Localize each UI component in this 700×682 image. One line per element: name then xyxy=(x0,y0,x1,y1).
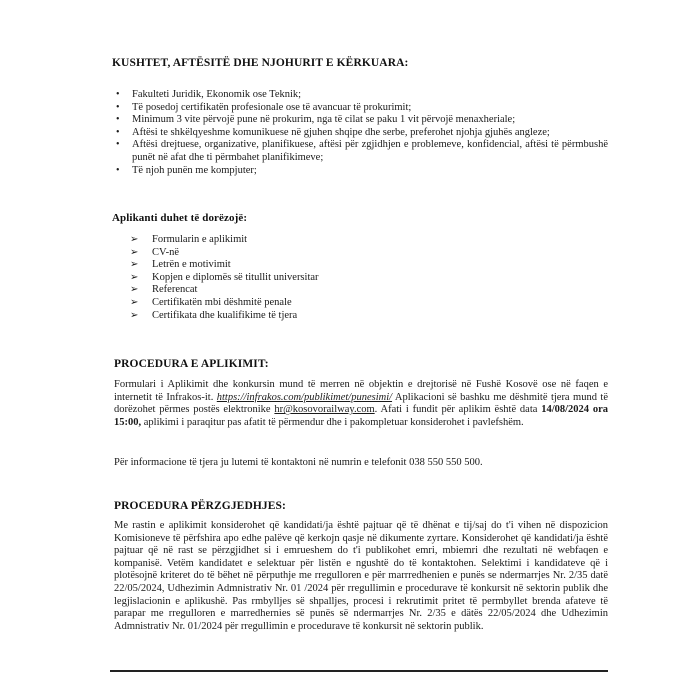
requirements-list xyxy=(112,89,608,177)
application-heading: PROCEDURA E APLIKIMIT: xyxy=(114,358,269,370)
contact-paragraph: Për informacione të tjera ju lutemi të kontaktoni në numrin e telefonit 038 550 550 500. xyxy=(114,457,483,468)
documents-heading: Aplikanti duhet të dorëzojë: xyxy=(112,212,248,224)
arrow-bullet-icon: ➢ xyxy=(130,296,139,308)
selection-paragraph: Me rastin e aplikimit konsiderohet që kandidati/ja është pajtuar që të dhënat e tij/saj do t'i vihen në dispozicion Komisioneve të përfshira apo edhe palëve që kerkojn qasje në dikumente zyrtare. Konsiderohet që kandidati/ja është pajtuar që në rast se përzgjidhet si i emrueshem do t'i publikohet emri, mbiemri dhe rezultati në webfaqen e kompanisë. Vetëm kandidatet e selektuar për listën e ngushtë do të kontaktohen. Selektimi i kandidateve që i plotësojnë kriteret do të bëhet në përputhje me rregulloren e për marrredhenien e punës se ndermarrjes Nr. 2/35 datë 22/05/2024, Udhezimin Admnistrativ Nr. 01 /2024 për rregullimin e procedurave të konkursit në sektorin publik dhe legjislacionin e aplikushë. Pas rmbylljes së shpalljes, procesi i rekrutimit pritet të permbyllet brenda afateve të parapar me rregulloren e marredhernies së punës së ndermarrjes Nr. 2/35 e dätës 22/05/2024 dhe Udhezimin Admnistrativ Nr. 01/2024 për rregullimin e procedurave të konkursit në sektorin publik. xyxy=(114,520,608,632)
list-item: • Aftësi drejtuese, organizative, planifikuese, aftësi për zgjidhjen e problemeve, konfidencial, aftësi të përmbushë punët në afat dhe ti përmbahet planifikimeve; xyxy=(112,139,608,164)
list-item: ➢ CV-në xyxy=(130,246,180,258)
list-item: ➢ Referencat xyxy=(130,284,198,296)
list-item: ➢ Kopjen e diplomës së titullit universitar xyxy=(130,271,319,283)
arrow-bullet-icon: ➢ xyxy=(130,246,139,258)
arrow-bullet-icon: ➢ xyxy=(130,259,139,271)
footer-divider xyxy=(110,670,608,672)
arrow-bullet-icon: ➢ xyxy=(130,284,139,296)
arrow-bullet-icon: ➢ xyxy=(130,234,139,245)
careers-link[interactable]: https://infrakos.com/publikimet/punesimi/ xyxy=(216,391,393,403)
list-item: • Minimum 3 vite përvojë pune në prokurim, nga të cilat se paku 1 vit përvojë menaxheriale; xyxy=(112,114,608,127)
list-item: ➢ Formularin e aplikimit xyxy=(130,234,248,245)
list-item: • Fakulteti Juridik, Ekonomik ose Teknik; xyxy=(112,89,608,102)
documents-list xyxy=(130,234,550,322)
list-item: • Të njoh punën me kompjuter; xyxy=(112,165,608,178)
deadline: 14/08/2024 ora 15:00, xyxy=(114,404,608,428)
list-item: ➢ Letrën e motivimit xyxy=(130,259,231,271)
application-paragraph: Formulari i Aplikimit dhe konkursin mund të merren në objektin e drejtorisë në Fushë Kosovë ose në faqen e internetit të Infrakos-it. https://infrakos.com/publikimet/punesimi/ Aplikacioni së bashku me dëshmitë tjera mund të dorëzohet përmes postës elektronike hr@kosovorailway.com. Afati i fundit për aplikim është data 14/08/2024 ora 15:00, aplikimi i paraqitur pas afatit të përmendur dhe i pakompletuar konsiderohet i pavlefshëm. xyxy=(114,379,608,428)
list-item: ➢ Certifikatën mbi dëshmitë penale xyxy=(130,296,292,308)
selection-heading: PROCEDURA PËRZGJEDHJES: xyxy=(114,500,286,512)
list-item: • Aftësi te shkëlqyeshme komunikuese në gjuhen shqipe dhe serbe, preferohet njohja gjuhës angleze; xyxy=(112,127,608,140)
arrow-bullet-icon: ➢ xyxy=(130,309,139,321)
email-link[interactable]: hr@kosovorailway.com xyxy=(274,404,375,416)
list-item: • Të posedoj certifikatën profesionale ose të avancuar të prokurimit; xyxy=(112,102,608,115)
requirements-heading: KUSHTET, AFTËSITË DHE NJOHURIT E KËRKUARA: xyxy=(112,57,409,69)
list-item: ➢ Certifikata dhe kualifikime të tjera xyxy=(130,309,298,321)
arrow-bullet-icon: ➢ xyxy=(130,271,139,283)
